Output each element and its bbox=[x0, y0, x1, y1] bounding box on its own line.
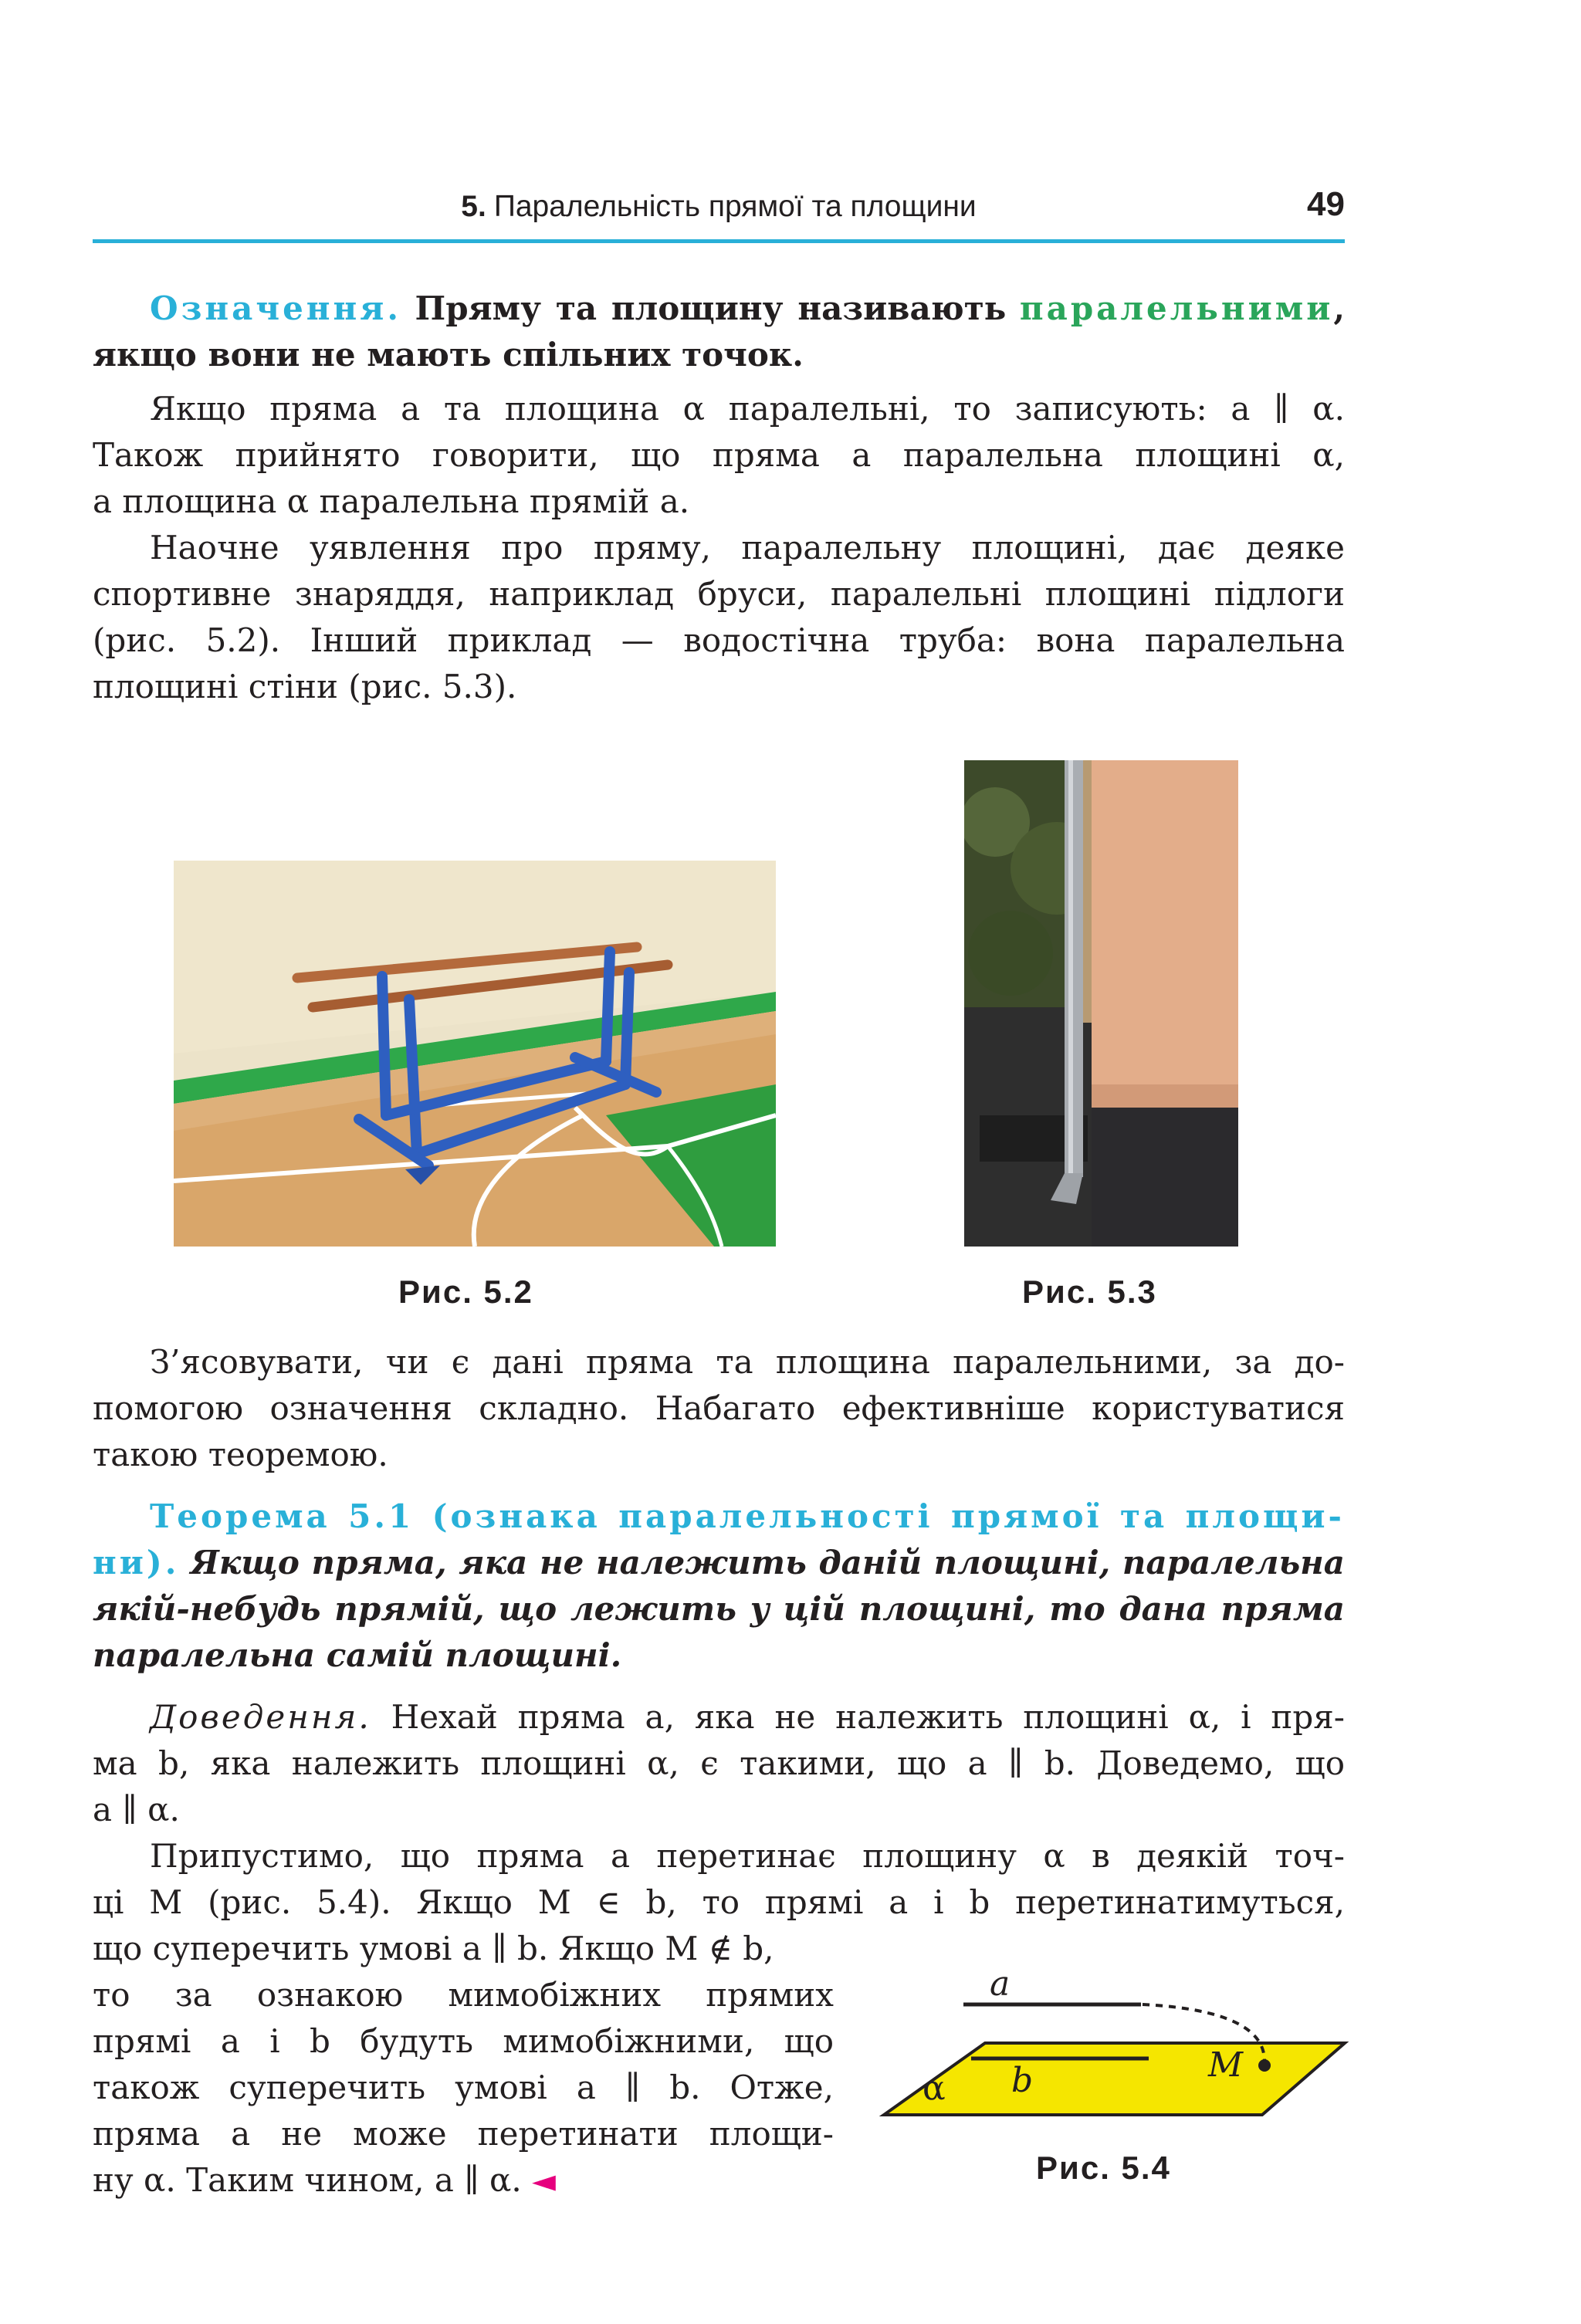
section-title-text: Паралельність прямої та площини bbox=[493, 190, 977, 223]
proof-label: Доведення. bbox=[150, 1698, 371, 1736]
definition-line-1 bbox=[93, 286, 1345, 332]
definition-comma: , bbox=[1333, 289, 1346, 327]
para4-line-1: Припустимо, що пряма a перетинає площину α в деякій точ- bbox=[150, 1837, 1345, 1875]
paragraph-examples bbox=[93, 525, 1345, 710]
definition-block bbox=[93, 286, 1345, 378]
figure-caption-5-2: Рис. 5.2 bbox=[398, 1274, 533, 1310]
para3-line-3: такою теоремою. bbox=[93, 1436, 388, 1473]
running-header bbox=[93, 185, 1345, 243]
paragraph-motivation bbox=[93, 1339, 1345, 1478]
figure-drainpipe bbox=[964, 760, 1238, 1247]
label-a: a bbox=[990, 1964, 1011, 2004]
para4-line-7: пряма a не може перетинати площи- bbox=[93, 2115, 834, 2153]
theorem-line-2 bbox=[93, 1540, 1345, 1586]
theorem-block bbox=[93, 1494, 1345, 1679]
paragraph-argument bbox=[93, 1833, 1345, 1926]
para2-line-4: площині стіни (рис. 5.3). bbox=[93, 668, 517, 705]
para2-line-1: Наочне уявлення про пряму, паралельну площині, дає деяке bbox=[150, 529, 1345, 567]
section-title bbox=[93, 190, 1345, 224]
label-alpha: α bbox=[923, 2069, 946, 2108]
point-M bbox=[1258, 2059, 1271, 2072]
para3-line-2: помогою означення складно. Набагато ефективніше користуватися bbox=[93, 1389, 1345, 1427]
para2-line-3: (рис. 5.2). Інший приклад — водостічна труба: вона паралельна bbox=[93, 621, 1345, 659]
paragraph-argument-column bbox=[93, 1926, 834, 2204]
para1-line-2: Також прийнято говорити, що пряма a паралельна площині α, bbox=[93, 436, 1345, 474]
definition-text: Пряму та площину називають bbox=[415, 289, 1007, 327]
plane-alpha bbox=[884, 2043, 1345, 2115]
para4-line-5: прямі a і b будуть мимобіжними, що bbox=[93, 2022, 834, 2060]
label-b: b bbox=[1011, 2061, 1034, 2100]
paragraph-notation bbox=[93, 386, 1345, 525]
section-number: 5. bbox=[461, 190, 486, 223]
proof-line-1-text: Нехай пряма a, яка не належить площині α, і пря- bbox=[391, 1698, 1345, 1736]
para2-line-2: спортивне знаряддя, наприклад бруси, паралельні площині підлоги bbox=[93, 575, 1345, 613]
proof-line-1 bbox=[93, 1694, 1345, 1740]
para3-line-1: З’ясовувати, чи є дані пряма та площина паралельними, за до- bbox=[150, 1343, 1345, 1381]
para4-line-3: що суперечить умові a ∥ b. Якщо M ∉ b, bbox=[93, 1930, 774, 1967]
definition-line-2: якщо вони не мають спільних точок. bbox=[93, 336, 804, 374]
proof-line-3: a ∥ α. bbox=[93, 1791, 180, 1828]
para4-line-4: то за ознакою мимобіжних прямих bbox=[93, 1976, 834, 2014]
theorem-text-3: паралельна самій площині. bbox=[93, 1636, 622, 1674]
proof-line-2: ма b, яка належить площині α, є такими, що a ∥ b. Доведемо, що bbox=[93, 1744, 1345, 1782]
figure-caption-5-3: Рис. 5.3 bbox=[1022, 1274, 1157, 1310]
theorem-title-end: ни). bbox=[93, 1544, 180, 1581]
theorem-text-1: Якщо пряма, яка не належить даній площині, паралельна bbox=[190, 1544, 1346, 1581]
definition-label: Означення. bbox=[150, 289, 401, 327]
theorem-text-2: якій-небудь прямій, що лежить у цій площині, то дана пряма bbox=[93, 1590, 1345, 1628]
proof-block bbox=[93, 1694, 1345, 1833]
para1-line-3: а площина α паралельна прямій a. bbox=[93, 482, 690, 520]
figure-plane-lines bbox=[872, 1960, 1359, 2138]
label-M: M bbox=[1208, 2045, 1244, 2085]
para1-line-1: Якщо пряма a та площина α паралельні, то записують: a ∥ α. bbox=[150, 390, 1345, 428]
figure-caption-5-4: Рис. 5.4 bbox=[1036, 2150, 1171, 2186]
page-number: 49 bbox=[1307, 185, 1345, 223]
para4-line-8 bbox=[93, 2157, 834, 2204]
end-of-proof-icon: ◄ bbox=[532, 2163, 556, 2199]
definition-term: паралельними bbox=[1019, 289, 1334, 327]
theorem-title-line-1: Теорема 5.1 (ознака паралельності прямої та площи- bbox=[150, 1497, 1345, 1535]
para4-line-6: також суперечить умові a ∥ b. Отже, bbox=[93, 2069, 834, 2106]
para4-line-2: ці M (рис. 5.4). Якщо M ∈ b, то прямі a і b перетинатимуться, bbox=[93, 1883, 1345, 1921]
figure-parallel-bars bbox=[174, 861, 776, 1247]
para4-line-8-text: ну α. Таким чином, a ∥ α. bbox=[93, 2161, 522, 2199]
